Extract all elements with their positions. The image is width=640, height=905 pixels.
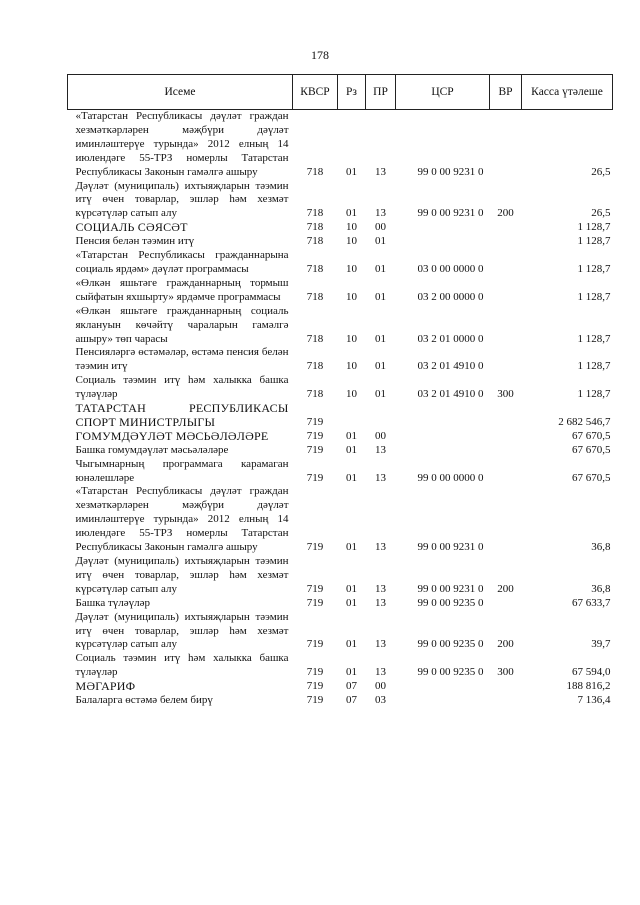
cell-kvsr: 719 bbox=[306, 471, 324, 484]
cell-kvsr: 719 bbox=[306, 666, 324, 679]
cell-pr: 13 bbox=[375, 638, 386, 651]
cell-csr bbox=[396, 444, 490, 458]
cell-csr: 99 0 00 9235 0 bbox=[417, 638, 484, 651]
cell-kvsr: 719 bbox=[306, 541, 324, 554]
cell-vr bbox=[490, 402, 522, 430]
header-rz: Рз bbox=[338, 75, 366, 110]
cell-kvsr: 719 bbox=[306, 694, 324, 707]
cell-csr: 99 0 00 9231 0 bbox=[417, 207, 484, 220]
cell-amount: 1 128,7 bbox=[577, 290, 611, 303]
cell-kvsr: 719 bbox=[306, 582, 324, 595]
cell-name: Дәүләт (муниципаль) ихтыяҗларын тәэмин итү өчен товарлар, эшләр һәм хезмәт күрсәтүләр сатып алу bbox=[75, 555, 289, 595]
cell-rz: 10 bbox=[346, 360, 357, 373]
cell-kvsr: 718 bbox=[306, 221, 324, 234]
cell-amount: 67 594,0 bbox=[572, 666, 611, 679]
table-row bbox=[68, 402, 613, 430]
cell-name: МӘГАРИФ bbox=[75, 679, 136, 694]
table-body bbox=[68, 110, 613, 708]
table-row bbox=[68, 180, 613, 222]
cell-csr: 99 0 00 0000 0 bbox=[417, 471, 484, 484]
cell-name: Социаль тәэмин итү һәм халыкка башка түләүләр bbox=[75, 652, 289, 679]
table-row bbox=[68, 430, 613, 444]
cell-name: Башка гомумдәүләт мәсьәләләре bbox=[75, 443, 229, 456]
cell-csr bbox=[396, 694, 490, 708]
cell-kvsr: 718 bbox=[306, 290, 324, 303]
cell-vr bbox=[490, 458, 522, 486]
cell-amount: 2 682 546,7 bbox=[558, 415, 611, 428]
cell-rz: 01 bbox=[346, 582, 357, 595]
cell-kvsr: 719 bbox=[306, 443, 324, 456]
cell-amount: 7 136,4 bbox=[577, 694, 611, 707]
cell-csr bbox=[396, 430, 490, 444]
cell-csr: 03 2 00 0000 0 bbox=[417, 290, 484, 303]
table-row bbox=[68, 652, 613, 680]
cell-rz: 01 bbox=[346, 429, 357, 442]
cell-pr: 13 bbox=[375, 541, 386, 554]
cell-kvsr: 718 bbox=[306, 360, 324, 373]
header-name: Исеме bbox=[68, 75, 293, 110]
cell-vr bbox=[490, 694, 522, 708]
cell-pr: 03 bbox=[375, 694, 386, 707]
cell-rz: 01 bbox=[346, 443, 357, 456]
cell-rz: 01 bbox=[346, 541, 357, 554]
table-row bbox=[68, 597, 613, 611]
cell-amount: 67 670,5 bbox=[572, 471, 611, 484]
cell-amount: 1 128,7 bbox=[577, 388, 611, 401]
cell-rz: 01 bbox=[346, 207, 357, 220]
cell-rz: 01 bbox=[346, 638, 357, 651]
header-csr: ЦСР bbox=[396, 75, 490, 110]
cell-kvsr: 718 bbox=[306, 388, 324, 401]
cell-vr: 200 bbox=[497, 582, 514, 595]
cell-pr: 01 bbox=[375, 388, 386, 401]
cell-vr: 300 bbox=[497, 388, 514, 401]
table-row bbox=[68, 680, 613, 694]
table-row bbox=[68, 110, 613, 180]
cell-pr: 00 bbox=[375, 429, 386, 442]
table-row bbox=[68, 235, 613, 249]
cell-rz: 01 bbox=[346, 596, 357, 609]
cell-name: Балаларга өстәмә белем бирү bbox=[75, 694, 213, 707]
header-pr: ПР bbox=[366, 75, 396, 110]
cell-kvsr: 719 bbox=[306, 429, 324, 442]
cell-amount: 1 128,7 bbox=[577, 360, 611, 373]
cell-name: «Өлкән яшьтәге гражданнарның социаль яклануын көчәйтү чараларын гамәлгә ашыру» төп чарасы bbox=[75, 304, 289, 345]
cell-name: Дәүләт (муниципаль) ихтыяҗларын тәэмин итү өчен товарлар, эшләр һәм хезмәт күрсәтүләр сатып алу bbox=[75, 610, 289, 651]
cell-vr bbox=[490, 221, 522, 235]
cell-name: Чыгымнарның программага карамаган юнәлешләре bbox=[75, 457, 289, 484]
cell-vr bbox=[490, 597, 522, 611]
cell-vr bbox=[490, 485, 522, 555]
cell-vr bbox=[490, 444, 522, 458]
cell-vr bbox=[490, 680, 522, 694]
cell-amount: 36,8 bbox=[591, 582, 611, 595]
cell-csr: 03 2 01 0000 0 bbox=[417, 332, 484, 345]
cell-amount: 67 633,7 bbox=[572, 596, 611, 609]
table-row bbox=[68, 458, 613, 486]
cell-pr bbox=[366, 402, 396, 430]
cell-rz bbox=[338, 402, 366, 430]
cell-pr: 00 bbox=[375, 221, 386, 234]
cell-vr: 200 bbox=[497, 638, 514, 651]
header-vr: ВР bbox=[490, 75, 522, 110]
cell-rz: 01 bbox=[346, 165, 357, 178]
table-row bbox=[68, 277, 613, 305]
cell-kvsr: 718 bbox=[306, 165, 324, 178]
cell-vr bbox=[490, 430, 522, 444]
cell-amount: 67 670,5 bbox=[572, 429, 611, 442]
budget-table bbox=[67, 74, 613, 708]
cell-kvsr: 719 bbox=[306, 638, 324, 651]
cell-pr: 13 bbox=[375, 471, 386, 484]
cell-vr: 300 bbox=[497, 666, 514, 679]
cell-pr: 01 bbox=[375, 290, 386, 303]
cell-amount: 1 128,7 bbox=[577, 332, 611, 345]
cell-pr: 01 bbox=[375, 262, 386, 275]
cell-csr: 03 2 01 4910 0 bbox=[417, 388, 484, 401]
table-row bbox=[68, 694, 613, 708]
cell-amount: 26,5 bbox=[591, 165, 611, 178]
page-number: 178 bbox=[311, 48, 329, 62]
cell-rz: 10 bbox=[346, 221, 357, 234]
cell-csr bbox=[396, 235, 490, 249]
cell-rz: 07 bbox=[346, 680, 357, 693]
cell-vr bbox=[490, 346, 522, 374]
table-row bbox=[68, 221, 613, 235]
cell-csr bbox=[396, 680, 490, 694]
table-row bbox=[68, 485, 613, 555]
cell-csr bbox=[396, 221, 490, 235]
cell-pr: 13 bbox=[375, 165, 386, 178]
cell-rz: 10 bbox=[346, 262, 357, 275]
cell-vr bbox=[490, 110, 522, 180]
cell-pr: 13 bbox=[375, 443, 386, 456]
cell-name: «Татарстан Республикасы гражданнарына социаль ярдәм» дәүләт программасы bbox=[75, 249, 289, 275]
header-kvsr: КВСР bbox=[293, 75, 338, 110]
cell-pr: 13 bbox=[375, 596, 386, 609]
cell-vr bbox=[490, 249, 522, 277]
header-row bbox=[68, 75, 613, 110]
table-header bbox=[68, 75, 613, 110]
cell-pr: 01 bbox=[375, 235, 386, 248]
cell-name: Пенсияләргә өстәмәләр, өстәмә пенсия белән тәэмин итү bbox=[75, 346, 289, 373]
cell-name: СОЦИАЛЬ СӘЯСӘТ bbox=[75, 220, 188, 235]
cell-csr: 99 0 00 9231 0 bbox=[417, 582, 484, 595]
cell-name: ГОМУМДӘҮЛӘТ МӘСЬӘЛӘЛӘРЕ bbox=[75, 428, 269, 443]
cell-rz: 01 bbox=[346, 666, 357, 679]
cell-pr: 01 bbox=[375, 332, 386, 345]
table-row bbox=[68, 249, 613, 277]
cell-pr: 13 bbox=[375, 666, 386, 679]
cell-pr: 13 bbox=[375, 582, 386, 595]
cell-vr: 200 bbox=[497, 207, 514, 220]
cell-kvsr: 719 bbox=[306, 415, 324, 428]
table-row bbox=[68, 374, 613, 402]
cell-vr bbox=[490, 235, 522, 249]
cell-csr: 99 0 00 9231 0 bbox=[417, 541, 484, 554]
cell-csr: 03 0 00 0000 0 bbox=[417, 262, 484, 275]
cell-pr: 01 bbox=[375, 360, 386, 373]
cell-kvsr: 718 bbox=[306, 207, 324, 220]
cell-amount: 1 128,7 bbox=[577, 262, 611, 275]
cell-kvsr: 718 bbox=[306, 262, 324, 275]
cell-pr: 13 bbox=[375, 207, 386, 220]
table-row bbox=[68, 346, 613, 374]
cell-csr: 99 0 00 9235 0 bbox=[417, 666, 484, 679]
cell-kvsr: 718 bbox=[306, 235, 324, 248]
cell-csr bbox=[396, 402, 490, 430]
cell-amount: 188 816,2 bbox=[566, 680, 611, 693]
cell-name: ТАТАРСТАН РЕСПУБЛИКАСЫ СПОРТ МИНИСТРЛЫГЫ bbox=[75, 401, 289, 429]
table-row bbox=[68, 444, 613, 458]
cell-rz: 10 bbox=[346, 388, 357, 401]
cell-kvsr: 719 bbox=[306, 596, 324, 609]
cell-amount: 26,5 bbox=[591, 207, 611, 220]
header-kassa: Касса үтәлеше bbox=[522, 75, 613, 110]
cell-rz: 10 bbox=[346, 290, 357, 303]
cell-rz: 10 bbox=[346, 332, 357, 345]
cell-amount: 1 128,7 bbox=[577, 235, 611, 248]
cell-amount: 36,8 bbox=[591, 541, 611, 554]
table-row bbox=[68, 555, 613, 597]
cell-amount: 39,7 bbox=[591, 638, 611, 651]
cell-kvsr: 719 bbox=[306, 680, 324, 693]
cell-vr bbox=[490, 277, 522, 305]
cell-csr: 03 2 01 4910 0 bbox=[417, 360, 484, 373]
cell-name: «Татарстан Республикасы дәүләт граждан хезмәткәрләрен мәҗбүри дәүләт иминләштерүе турында» 2012 елның 14 июлендәге 55-ТРЗ номерлы Татарстан Республикасы Законын гамәлгә ашыру bbox=[75, 110, 289, 178]
table-row bbox=[68, 305, 613, 347]
cell-kvsr: 718 bbox=[306, 332, 324, 345]
cell-rz: 07 bbox=[346, 694, 357, 707]
table-row bbox=[68, 611, 613, 653]
cell-name: Башка түләүләр bbox=[75, 596, 151, 609]
cell-csr: 99 0 00 9231 0 bbox=[417, 165, 484, 178]
cell-name: Дәүләт (муниципаль) ихтыяҗларын тәэмин итү өчен товарлар, эшләр һәм хезмәт күрсәтүләр сатып алу bbox=[75, 179, 289, 220]
cell-amount: 67 670,5 bbox=[572, 443, 611, 456]
cell-rz: 01 bbox=[346, 471, 357, 484]
cell-name: «Өлкән яшьтәге гражданнарның тормыш сыйфатын яхшырту» ярдәмче программасы bbox=[75, 276, 289, 303]
cell-rz: 10 bbox=[346, 235, 357, 248]
cell-vr bbox=[490, 305, 522, 347]
cell-pr: 00 bbox=[375, 680, 386, 693]
cell-amount: 1 128,7 bbox=[577, 221, 611, 234]
budget-table-container bbox=[67, 74, 612, 708]
cell-name: Пенсия белән тәэмин итү bbox=[75, 235, 195, 248]
cell-name: «Татарстан Республикасы дәүләт граждан хезмәткәрләрен мәҗбүри дәүләт иминләштерүе турында» 2012 елның 14 июлендәге 55-ТРЗ номерлы Татарстан Республикасы Законын гамәлгә ашыру bbox=[75, 485, 289, 554]
cell-csr: 99 0 00 9235 0 bbox=[417, 596, 484, 609]
cell-name: Социаль тәэмин итү һәм халыкка башка түләүләр bbox=[75, 374, 289, 401]
